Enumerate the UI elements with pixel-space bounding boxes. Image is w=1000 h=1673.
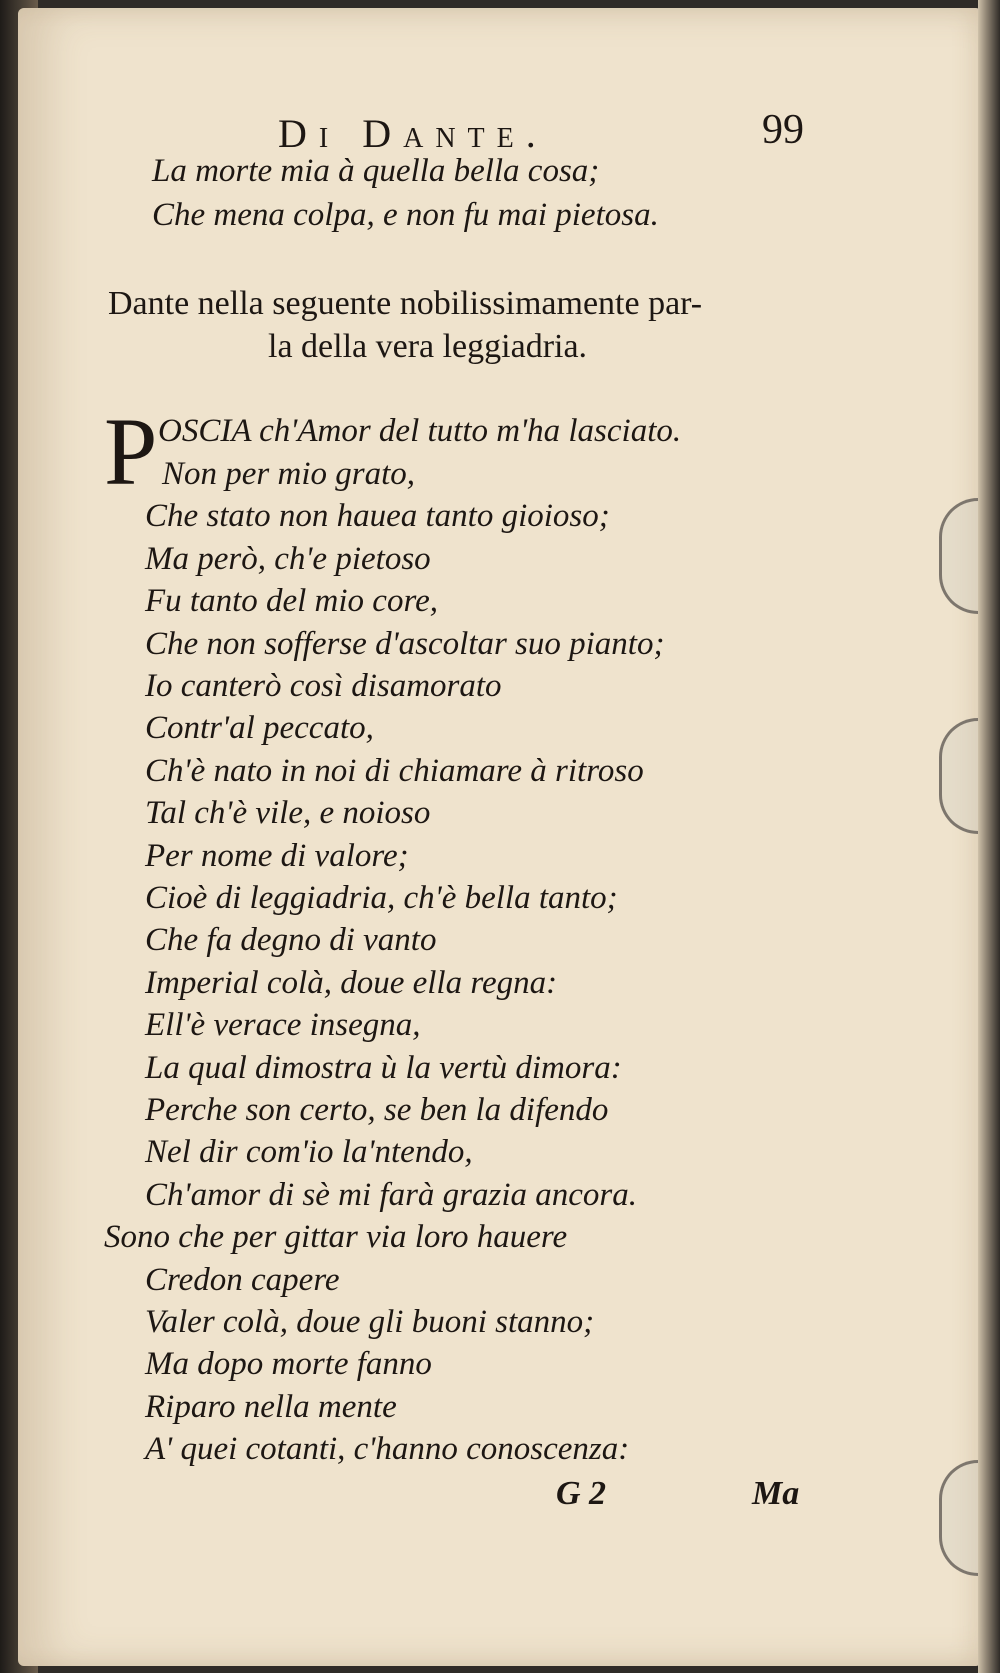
verse-line: Cioè di leggiadria, ch'è bella tanto; <box>145 880 618 916</box>
verse-line: Ell'è verace insegna, <box>145 1007 421 1044</box>
verse-line: Nel dir com'io la'ntendo, <box>145 1134 473 1171</box>
verse-line: Ma dopo morte fanno <box>145 1346 432 1383</box>
verse-line: Perche son certo, se ben la difendo <box>145 1092 609 1128</box>
verse-line: La qual dimostra ù la vertù dimora: <box>145 1049 622 1086</box>
verse-line: Che mena colpa, e non fu mai pietosa. <box>152 197 659 233</box>
page-clip-1 <box>939 498 978 614</box>
verse-line: Sono che per gittar via loro hauere <box>104 1219 568 1256</box>
verse-line: A' quei cotanti, c'hanno conoscenza: <box>145 1431 630 1468</box>
verse-line: Che fa degno di vanto <box>145 922 437 959</box>
verse-line: Ch'è nato in noi di chiamare à ritroso <box>145 752 644 789</box>
catchword: Ma <box>752 1475 800 1512</box>
verse-line: Credon capere <box>145 1261 340 1298</box>
rubric-line: Dante nella seguente nobilissimamente par- <box>108 285 703 322</box>
verse-first-line: OSCIA ch'Amor del tutto m'ha lasciato. <box>158 413 682 449</box>
signature-mark: G 2 <box>556 1475 607 1512</box>
verse-line: Riparo nella mente <box>145 1388 397 1425</box>
verse-line: Che non sofferse d'ascoltar suo pianto; <box>145 625 665 662</box>
page-clip-2 <box>939 718 978 834</box>
page-number: 99 <box>762 107 804 153</box>
drop-capital: P <box>104 398 158 505</box>
verse-line: Valer colà, doue gli buoni stanno; <box>145 1304 595 1340</box>
page-fore-edge <box>978 0 1000 1673</box>
verse-line: Io canterò così disamorato <box>145 668 502 704</box>
verse-line: Imperial colà, doue ella regna: <box>145 964 558 1001</box>
verse-line: Fu tanto del mio core, <box>145 583 438 620</box>
verse-line: La morte mia à quella bella cosa; <box>152 153 600 189</box>
verse-line: Ma però, ch'e pietoso <box>145 540 431 577</box>
verse-line: Che stato non hauea tanto gioioso; <box>145 498 610 535</box>
rubric-line: la della vera leggiadria. <box>268 328 588 365</box>
verse-line: Non per mio grato, <box>162 456 416 492</box>
verse-line: Ch'amor di sè mi farà grazia ancora. <box>145 1176 638 1213</box>
running-header: Di Dante. <box>278 111 548 156</box>
verse-line: Contr'al peccato, <box>145 710 374 747</box>
verse-line: Tal ch'è vile, e noioso <box>145 795 431 832</box>
verse-line: Per nome di valore; <box>145 837 409 874</box>
page-clip-3 <box>939 1460 978 1576</box>
